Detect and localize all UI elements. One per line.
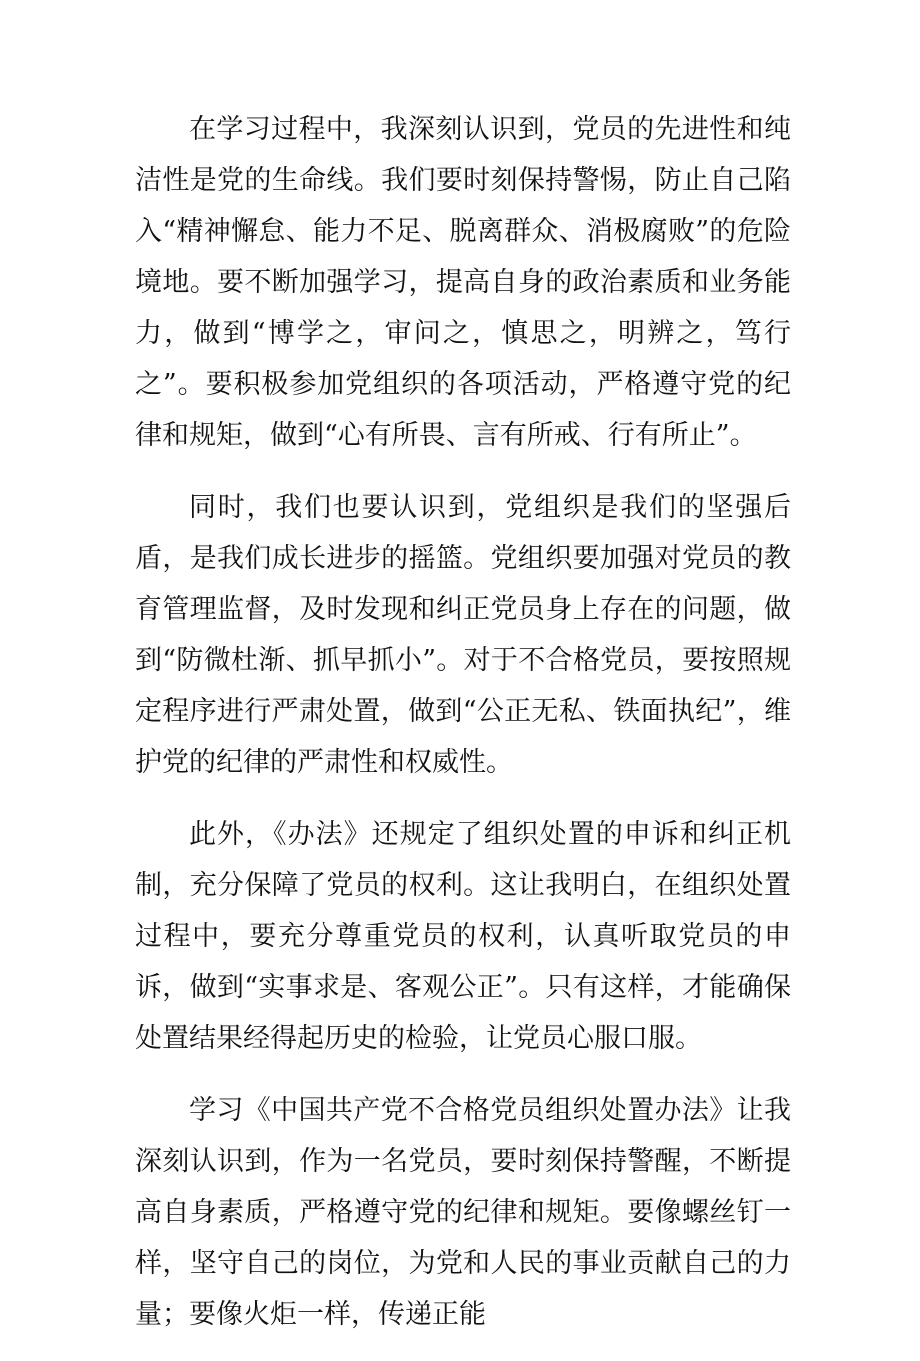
paragraph-2: 同时，我们也要认识到，党组织是我们的坚强后盾，是我们成长进步的摇篮。党组织要加强对党员的教育管理监督，及时发现和纠正党员身上存在的问题，做到“防微杜渐、抓早抓小”。对于不合格党员，要按照规定程序进行严肃处置，做到“公正无私、铁面执纪”，维护党的纪律的严肃性和权威性。 — [135, 492, 791, 778]
paragraph-4: 学习《中国共产党不合格党员组织处置办法》让我深刻认识到，作为一名党员，要时刻保持警醒，不断提高自身素质，严格遵守党的纪律和规矩。要像螺丝钉一样，坚守自己的岗位，为党和人民的事业贡献自己的力量；要像火炬一样，传递正能 — [135, 1095, 791, 1330]
document-body — [135, 104, 791, 1361]
paragraph-3: 此外，《办法》还规定了组织处置的申诉和纠正机制，充分保障了党员的权利。这让我明白，在组织处置过程中，要充分尊重党员的权利，认真听取党员的申诉，做到“实事求是、客观公正”。只有这样，才能确保处置结果经得起历史的检验，让党员心服口服。 — [135, 819, 791, 1054]
paragraph-1: 在学习过程中，我深刻认识到，党员的先进性和纯洁性是党的生命线。我们要时刻保持警惕，防止自己陷入“精神懈怠、能力不足、脱离群众、消极腐败”的危险境地。要不断加强学习，提高自身的政治素质和业务能力，做到“博学之，审问之，慎思之，明辨之，笃行之”。要积极参加党组织的各项活动，严格遵守党的纪律和规矩，做到“心有所畏、言有所戒、行有所止”。 — [135, 114, 791, 451]
